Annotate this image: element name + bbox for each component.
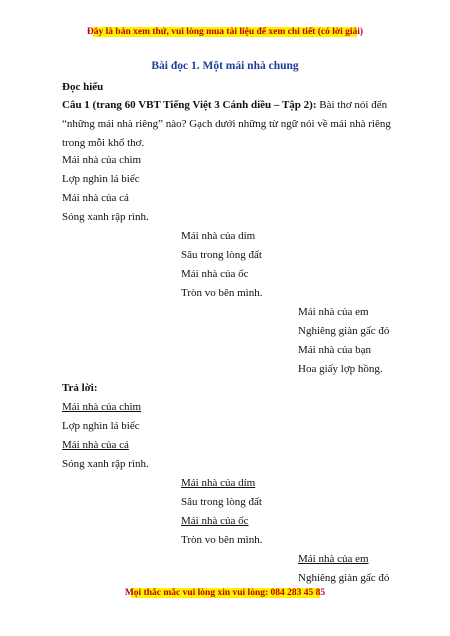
poem-line: Nghiêng giàn gấc đỏ bbox=[298, 325, 390, 337]
contact-notice-banner: Mọi thắc mắc vui lòng xin vui lòng: 084 283 45 85 bbox=[0, 588, 450, 598]
answer-line: Tròn vo bên mình. bbox=[181, 534, 263, 546]
answer-line-underlined: Mái nhà của cá bbox=[62, 439, 129, 451]
page-title: Bài đọc 1. Một mái nhà chung bbox=[151, 60, 299, 72]
poem-line: Mái nhà của em bbox=[298, 306, 369, 318]
poem-line: Mái nhà của bạn bbox=[298, 344, 371, 356]
poem-line: Hoa giấy lợp hồng. bbox=[298, 363, 383, 375]
answer-line: Sâu trong lòng đất bbox=[181, 496, 262, 508]
question-label: Câu 1 (trang 60 VBT Tiếng Việt 3 Cánh diều – Tập 2): bbox=[62, 99, 317, 111]
answer-line: Nghiêng giàn gấc đỏ bbox=[298, 572, 390, 584]
poem-line: Mái nhà của chim bbox=[62, 154, 142, 166]
poem-line: Mái nhà của ốc bbox=[181, 268, 249, 280]
answer-line-underlined: Mái nhà của ốc bbox=[181, 515, 249, 527]
section-heading: Đọc hiểu bbox=[62, 81, 104, 93]
preview-notice-banner: Đây là bản xem thử, vui lòng mua tài liệu để xem chi tiết (có lời giải) bbox=[0, 27, 450, 37]
question-paragraph bbox=[62, 96, 402, 153]
answer-line: Sóng xanh rập rình. bbox=[62, 458, 149, 470]
poem-line: Tròn vo bên mình. bbox=[181, 287, 263, 299]
poem-line: Lợp nghìn lá biếc bbox=[62, 173, 140, 185]
answer-line-underlined: Mái nhà của em bbox=[298, 553, 369, 565]
answer-line-underlined: Mái nhà của dím bbox=[181, 477, 256, 489]
answer-heading: Trả lời: bbox=[62, 382, 98, 394]
poem-line: Sóng xanh rập rình. bbox=[62, 211, 149, 223]
poem-line: Mái nhà của cá bbox=[62, 192, 129, 204]
answer-line: Lợp nghìn lá biếc bbox=[62, 420, 140, 432]
poem-line: Mái nhà của dím bbox=[181, 230, 256, 242]
question-text: Bài thơ nói đến “những mái nhà riêng” nào? Gạch dưới những từ ngữ nói về mái nhà riêng trong mỗi khổ thơ. bbox=[62, 99, 391, 149]
poem-line: Sâu trong lòng đất bbox=[181, 249, 262, 261]
answer-line-underlined: Mái nhà của chim bbox=[62, 401, 142, 413]
